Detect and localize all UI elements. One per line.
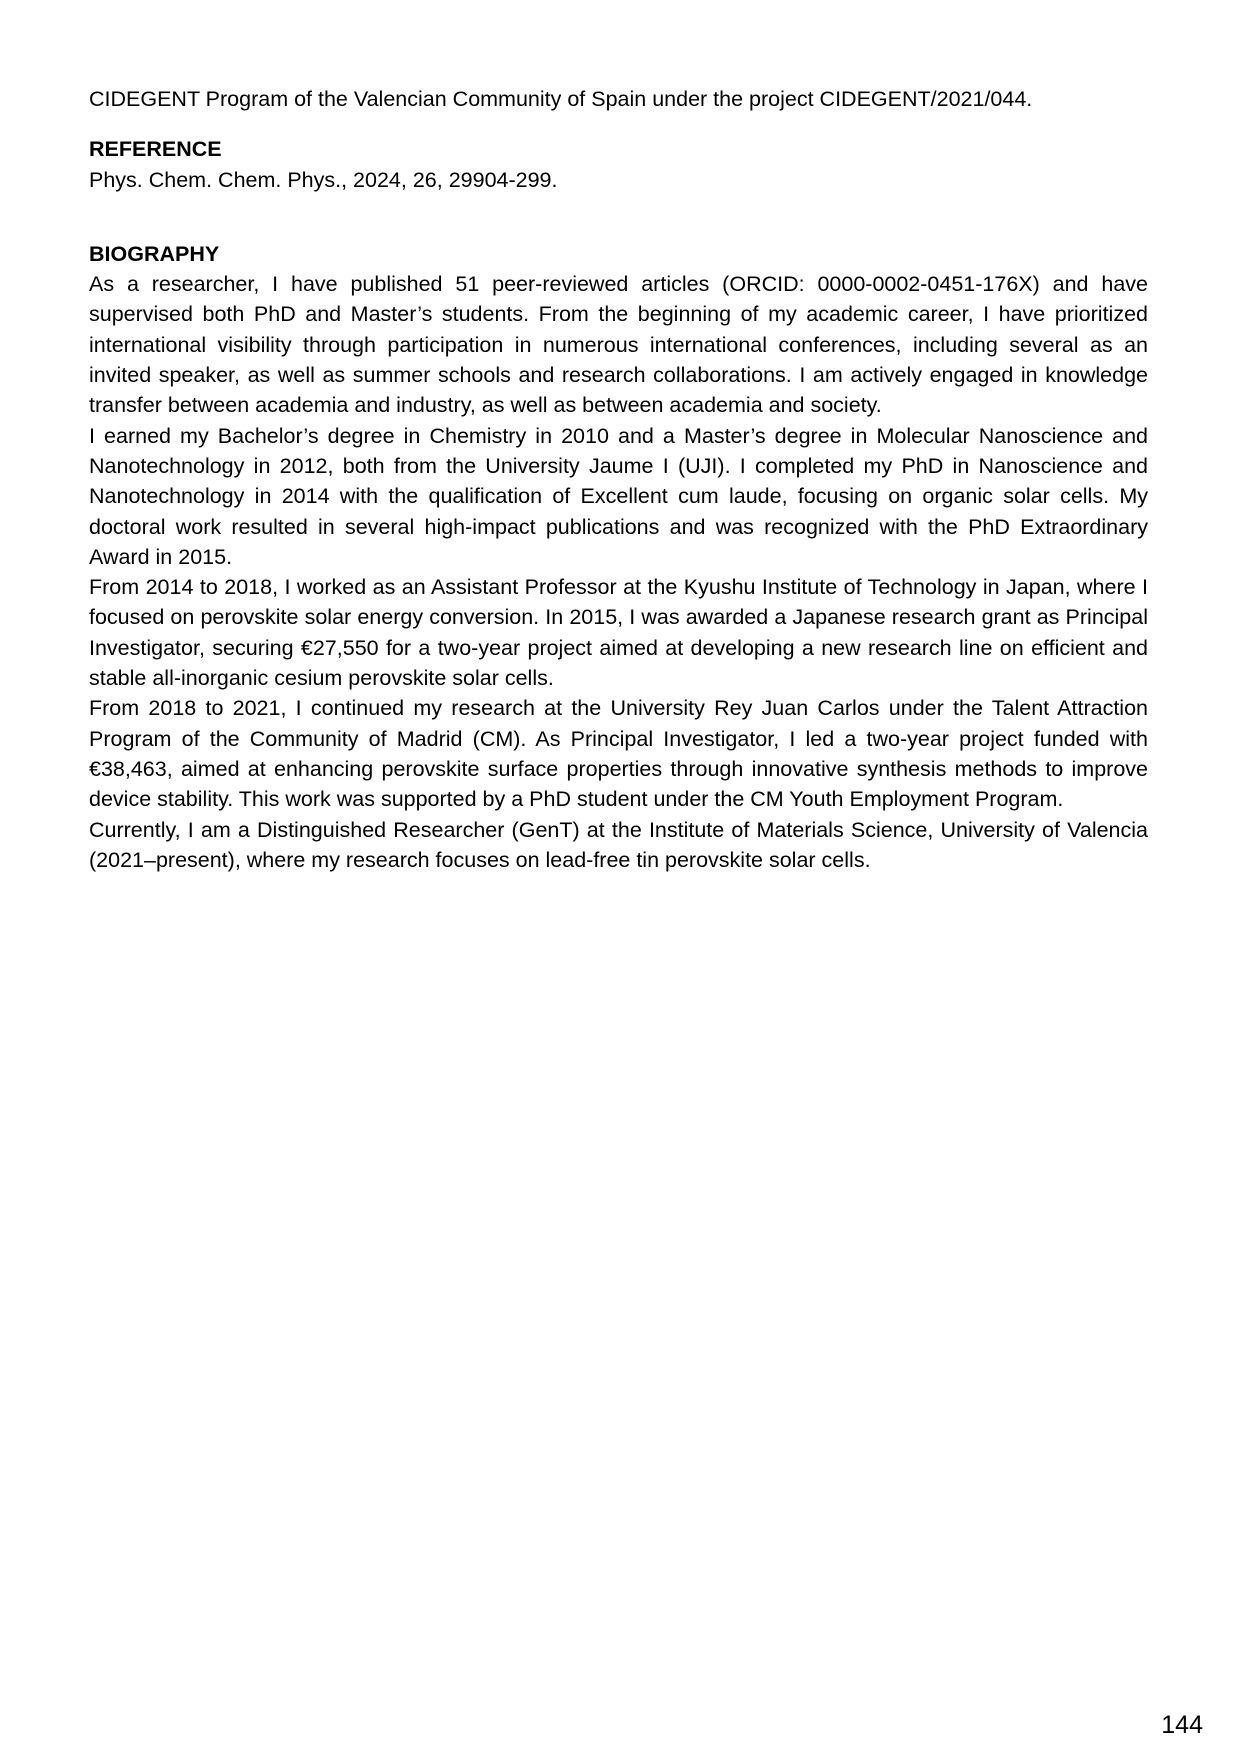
biography-heading: BIOGRAPHY [89, 241, 220, 266]
reference-citation: Phys. Chem. Chem. Phys., 2024, 26, 29904-299. [89, 167, 558, 192]
biography-paragraph: From 2018 to 2021, I continued my research at the University Rey Juan Carlos under the Talent Attraction Program of the Community of Madrid (CM). As Principal Investigator, I led a two-year project funded with €38,463, aimed at enhancing perovskite surface properties through innovative synthesis methods to improve device stability. This work was supported by a PhD student under the CM Youth Employment Program. [89, 696, 1148, 812]
page-content [89, 84, 1148, 875]
biography-paragraph: As a researcher, I have published 51 peer-reviewed articles (ORCID: 0000-0002-0451-176X) and have supervised both PhD and Master’s students. From the beginning of my academic career, I have prioritized international visibility through participation in numerous international conferences, including several as an invited speaker, as well as summer schools and research collaborations. I am actively engaged in knowledge transfer between academia and industry, as well as between academia and society. [89, 272, 1148, 418]
page-number: 144 [1161, 1711, 1203, 1739]
funding-acknowledgement: CIDEGENT Program of the Valencian Community of Spain under the project CIDEGENT/2021/044. [89, 87, 1033, 111]
reference-heading: REFERENCE [89, 137, 222, 162]
spacer [89, 114, 1148, 134]
biography-paragraph: Currently, I am a Distinguished Researcher (GenT) at the Institute of Materials Science, University of Valencia (2021–present), where my research focuses on lead-free tin perovskite solar cells. [89, 817, 1148, 872]
spacer [89, 195, 1148, 239]
biography-paragraph: From 2014 to 2018, I worked as an Assistant Professor at the Kyushu Institute of Technology in Japan, where I focused on perovskite solar energy conversion. In 2015, I was awarded a Japanese research grant as Principal Investigator, securing €27,550 for a two-year project aimed at developing a new research line on efficient and stable all-inorganic cesium perovskite solar cells. [89, 575, 1148, 691]
biography-paragraph: I earned my Bachelor’s degree in Chemistry in 2010 and a Master’s degree in Molecular Nanoscience and Nanotechnology in 2012, both from the University Jaume I (UJI). I completed my PhD in Nanoscience and Nanotechnology in 2014 with the qualification of Excellent cum laude, focusing on organic solar cells. My doctoral work resulted in several high-impact publications and was recognized with the PhD Extraordinary Award in 2015. [89, 423, 1148, 569]
